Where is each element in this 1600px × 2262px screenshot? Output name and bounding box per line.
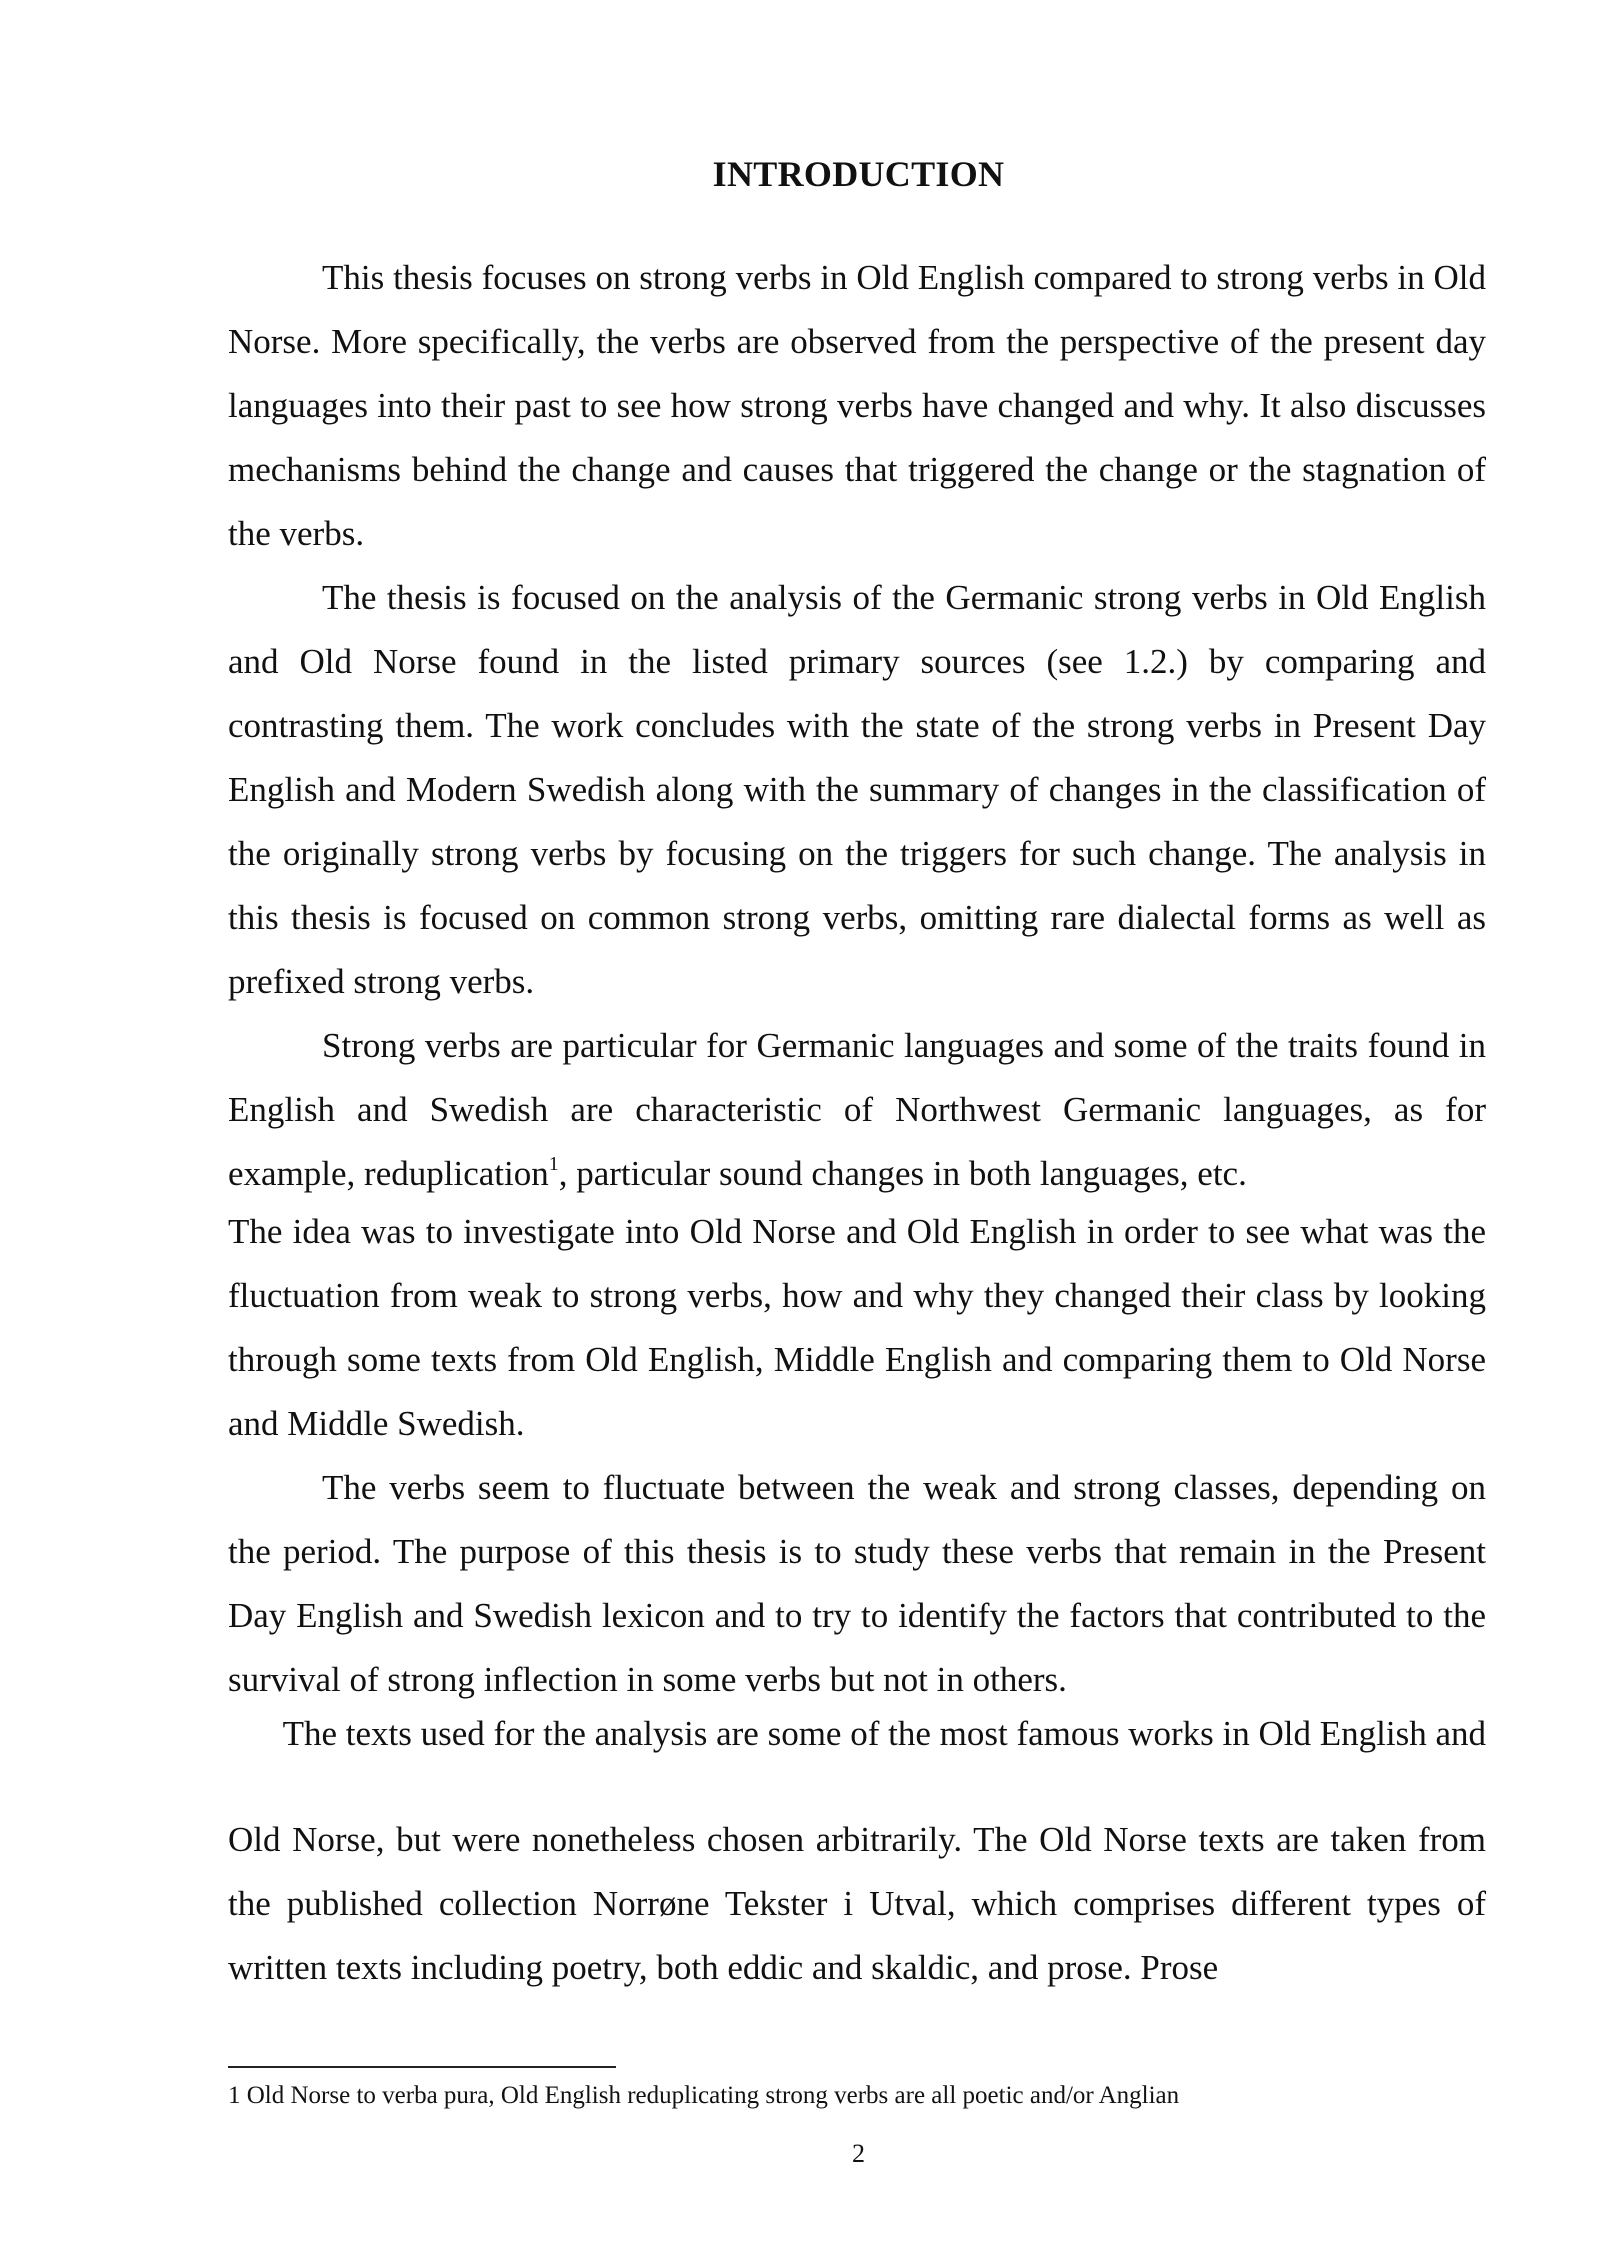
footnote-reference: 1 [548, 1153, 559, 1176]
paragraph-6-continued: Old Norse, but were nonetheless chosen arbitrarily. The Old Norse texts are taken from the published collection Norrøne Tekster i Utval, which comprises different types of written texts including poetry, both eddic and skaldic, and prose. Prose [228, 1820, 1486, 1987]
paragraph-3 [228, 1014, 1486, 1206]
paragraph-5: The verbs seem to fluctuate between the weak and strong classes, depending on the period. The purpose of this thesis is to study these verbs that remain in the Present Day English and Swedish lexicon and to try to identify the factors that contributed to the survival of strong inflection in some verbs but not in others. [228, 1468, 1486, 1699]
paragraph-3-text: Strong verbs are particular for Germanic languages and some of the traits found in English and Swedish are characteristic of Northwest Germanic languages, as for example, reduplication [228, 1026, 1486, 1193]
paragraph-1: This thesis focuses on strong verbs in Old English compared to strong verbs in Old Norse. More specifically, the verbs are observed from the perspective of the present day languages into their past to see how strong verbs have changed and why. It also discusses mechanisms behind the change and causes that triggered the change or the stagnation of the verbs. [228, 258, 1486, 553]
paragraph-2: The thesis is focused on the analysis of the Germanic strong verbs in Old English and Old Norse found in the listed primary sources (see 1.2.) by comparing and contrasting them. The work concludes with the state of the strong verbs in Present Day English and Modern Swedish along with the summary of changes in the classification of the originally strong verbs by focusing on the triggers for such change. The analysis in this thesis is focused on common strong verbs, omitting rare dialectal forms as well as prefixed strong verbs. [228, 578, 1486, 1001]
footnote-separator [228, 2066, 616, 2068]
footnote: 1 Old Norse to verba pura, Old English reduplicating strong verbs are all poetic and/or Anglian [228, 2082, 1180, 2109]
section-heading: INTRODUCTION [712, 154, 1005, 194]
page-number: 2 [852, 2139, 865, 2168]
paragraph-3-text-continued: , particular sound changes in both languages, etc. [558, 1154, 1247, 1193]
paragraph-4: The idea was to investigate into Old Norse and Old English in order to see what was the fluctuation from weak to strong verbs, how and why they changed their class by looking through some texts from Old English, Middle English and comparing them to Old Norse and Middle Swedish. [228, 1212, 1486, 1443]
paragraph-6-first-line: The texts used for the analysis are some of the most famous works in Old English and [282, 1714, 1486, 1753]
